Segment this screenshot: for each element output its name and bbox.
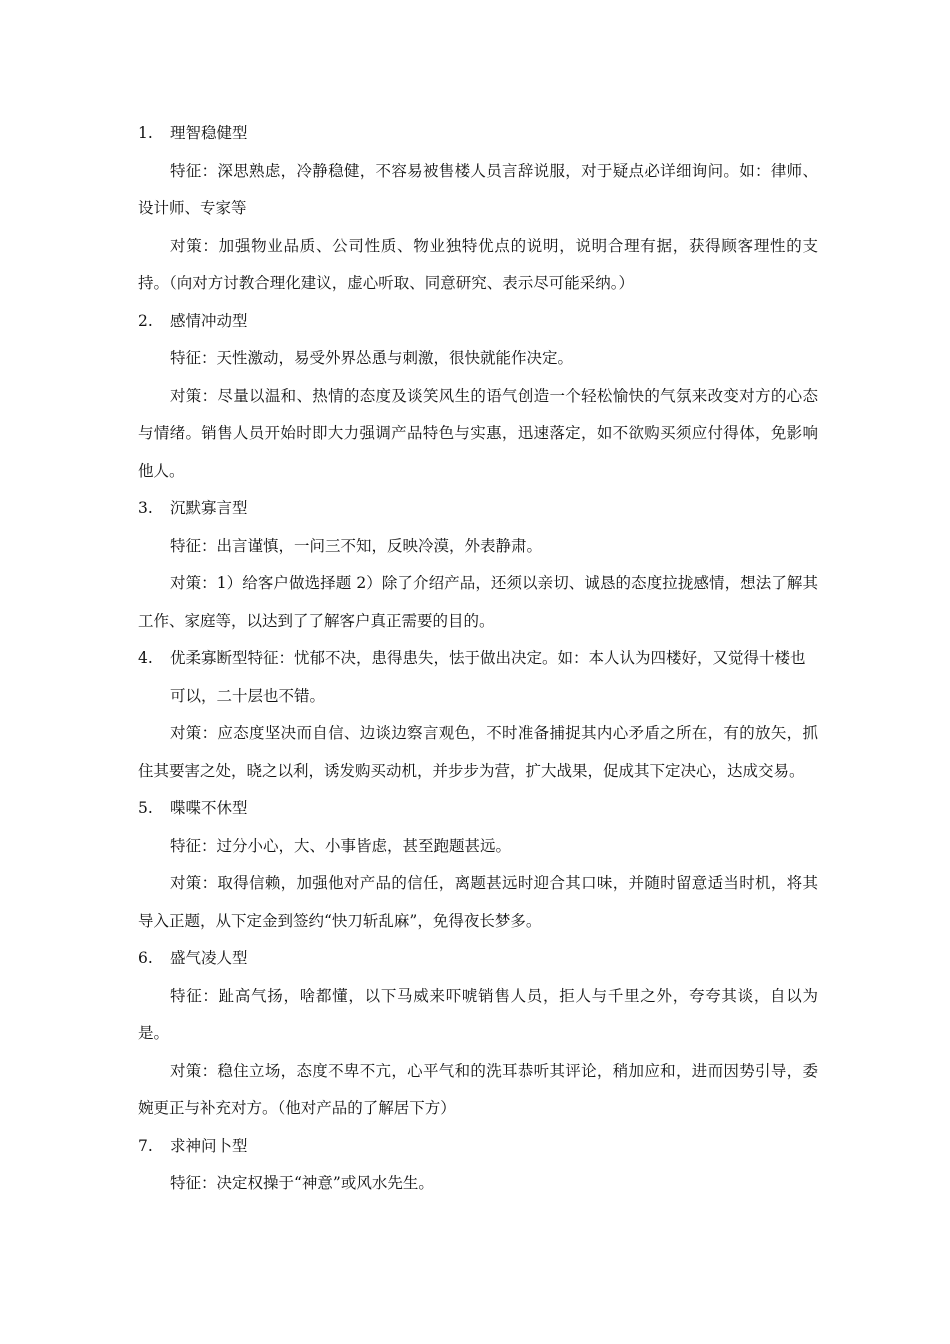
paragraph: 对策：加强物业品质、公司性质、物业独特优点的说明，说明合理有据，获得顾客理性的支持。（向对方讨教合理化建议，虚心听取、同意研究、表示尽可能采纳。） [138,236,818,292]
section-title: 感情冲动型 [170,311,248,330]
section-heading [138,790,818,828]
paragraph: 特征：深思熟虑，冷静稳健，不容易被售楼人员言辞说服，对于疑点必详细询问。如：律师、设计师、专家等 [138,161,818,217]
section-number: 3. [138,499,153,517]
section-6 [138,940,818,1128]
document-body [138,115,818,1203]
section-number: 1. [138,124,153,142]
paragraph: 特征：过分小心，大、小事皆虑，甚至跑题甚远。 [170,836,512,855]
section-7 [138,1128,818,1203]
section-heading [138,490,818,528]
section-title: 盛气凌人型 [170,949,248,967]
section-title: 求神问卜型 [170,1136,248,1155]
section-title: 沉默寡言型 [170,499,248,517]
section-heading [138,303,818,341]
section-heading [138,940,818,978]
section-title: 喋喋不休型 [170,799,248,817]
paragraph: 特征：出言谨慎，一问三不知，反映冷漠，外表静肃。 [170,536,543,555]
section-3 [138,490,818,640]
section-heading [138,115,818,153]
section-1 [138,115,818,303]
section-number: 4. [138,649,153,667]
section-5 [138,790,818,940]
section-heading [138,1128,818,1166]
section-title: 理智稳健型 [170,124,248,142]
section-number: 6. [138,949,153,967]
section-4 [138,640,818,790]
paragraph: 对策：应态度坚决而自信、边谈边察言观色，不时准备捕捉其内心矛盾之所在，有的放矢，抓住其要害之处，晓之以利，诱发购买动机，并步步为营，扩大战果，促成其下定决心，达成交易。 [138,724,818,780]
paragraph: 对策：1）给客户做选择题 2）除了介绍产品，还须以亲切、诚恳的态度拉拢感情，想法了解其工作、家庭等，以达到了了解客户真正需要的目的。 [138,574,818,630]
paragraph: 特征：决定权操于“神意”或风水先生。 [170,1174,434,1192]
section-number: 2. [138,311,153,330]
section-number: 7. [138,1136,153,1155]
paragraph: 特征：趾高气扬，啥都懂，以下马威来吓唬销售人员，拒人与千里之外，夸夸其谈，自以为是。 [138,986,818,1042]
paragraph: 特征：天性激动，易受外界怂恿与刺激，很快就能作决定。 [170,349,574,367]
paragraph: 对策：取得信赖，加强他对产品的信任，离题甚远时迎合其口味，并随时留意适当时机，将其导入正题，从下定金到签约“快刀斩乱麻”，免得夜长梦多。 [138,874,818,930]
paragraph: 对策：尽量以温和、热情的态度及谈笑风生的语气创造一个轻松愉快的气氛来改变对方的心态与情绪。销售人员开始时即大力强调产品特色与实惠，迅速落定，如不欲购买须应付得体，免影响他人。 [138,386,818,480]
section-2 [138,303,818,491]
section-heading [138,640,818,715]
paragraph: 对策：稳住立场，态度不卑不亢，心平气和的洗耳恭听其评论，稍加应和，进而因势引导，委婉更正与补充对方。（他对产品的了解居下方） [138,1061,818,1117]
section-title: 优柔寡断型特征：忧郁不决，患得患失，怯于做出决定。如：本人认为四楼好，又觉得十楼也可以，二十层也不错。 [170,649,806,705]
section-number: 5. [138,799,153,817]
